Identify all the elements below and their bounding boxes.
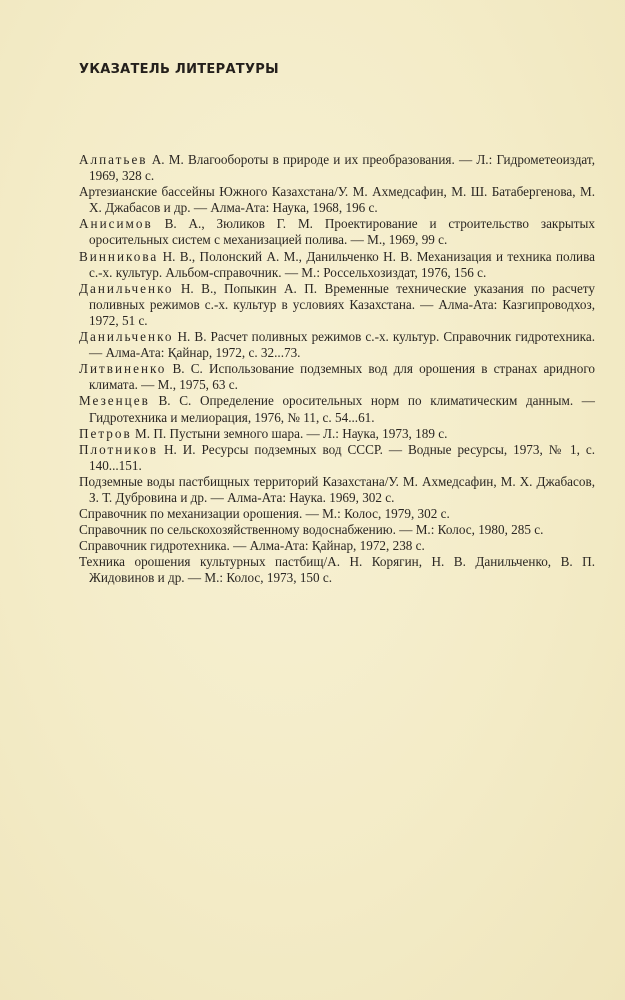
bibliography-entry	[79, 442, 595, 474]
entry-author: Данильченко	[79, 329, 174, 345]
entry-text: В. А., Зюликов Г. М. Проектирование и строительство закрытых оросительных систем с механизацией полива. — М., 1969, 99 с.	[89, 216, 595, 248]
section-heading: УКАЗАТЕЛЬ ЛИТЕРАТУРЫ	[79, 62, 279, 77]
entry-text: Н. В., Попыкин А. П. Временные технические указания по расчету поливных режимов с.-х. культур в условиях Казахстана. — Алма-Ата: Казгипроводхоз, 1972, 51 с.	[89, 280, 595, 328]
entry-author: Мезенцев	[79, 393, 150, 409]
entry-author: Плотников	[79, 441, 158, 457]
bibliography-entry	[79, 249, 595, 281]
entry-author: Данильченко	[79, 280, 174, 296]
entry-text: В. С. Использование подземных вод для орошения в странах аридного климата. — М., 1975, 63 с.	[89, 361, 595, 393]
entry-author: Винникова	[79, 248, 159, 264]
entry-author: Петров	[79, 425, 132, 441]
bibliography-entry	[79, 184, 595, 216]
bibliography-entry	[79, 281, 595, 329]
entry-text: Артезианские бассейны Южного Казахстана/У. М. Ахмедсафин, М. Ш. Батабергенова, М. Х. Джабасов и др. — Алма-Ата: Наука, 1968, 196 с.	[79, 184, 595, 216]
entry-text: А. М. Влагообороты в природе и их преобразования. — Л.: Гидрометеоиздат, 1969, 328 с.	[89, 152, 595, 184]
entry-author: Алпатьев	[79, 152, 148, 167]
entry-author: Анисимов	[79, 216, 153, 232]
bibliography-entry	[79, 506, 595, 522]
bibliography-entry	[79, 426, 595, 442]
bibliography-list	[79, 152, 595, 587]
entry-text: Подземные воды пастбищных территорий Казахстана/У. М. Ахмедсафин, М. Х. Джабасов, З. Т. Дубровина и др. — Алма-Ата: Наука. 1969, 302 с.	[79, 473, 595, 505]
bibliography-entry	[79, 538, 595, 554]
bibliography-entry	[79, 522, 595, 538]
entry-text: Н. В. Расчет поливных режимов с.-х. культур. Справочник гидротехника. — Алма-Ата: Қайнар, 1972, с. 32...73.	[89, 329, 595, 361]
entry-text: М. П. Пустыни земного шара. — Л.: Наука, 1973, 189 с.	[131, 425, 448, 441]
bibliography-entry	[79, 329, 595, 361]
bibliography-entry	[79, 474, 595, 506]
entry-author: Литвиненко	[79, 361, 167, 377]
entry-text: Техника орошения культурных пастбищ/А. Н. Корягин, Н. В. Данильченко, В. П. Жидовинов и др. — М.: Колос, 1973, 150 с.	[79, 554, 595, 586]
bibliography-entry	[79, 216, 595, 248]
entry-text: Н. И. Ресурсы подземных вод СССР. — Водные ресурсы, 1973, № 1, с. 140...151.	[89, 441, 595, 473]
entry-text: Справочник по сельскохозяйственному водоснабжению. — М.: Колос, 1980, 285 с.	[79, 522, 544, 538]
bibliography-entry	[79, 152, 595, 184]
entry-text: Справочник гидротехника. — Алма-Ата: Қайнар, 1972, 238 с.	[79, 538, 425, 554]
bibliography-entry	[79, 361, 595, 393]
entry-text: Н. В., Полонский А. М., Данильченко Н. В. Механизация и техника полива с.-х. культур. Альбом-справочник. — М.: Россельхозиздат, 1976, 156 с.	[89, 248, 595, 280]
bibliography-entry	[79, 393, 595, 425]
entry-text: Справочник по механизации орошения. — М.: Колос, 1979, 302 с.	[79, 506, 450, 522]
bibliography-entry	[79, 554, 595, 586]
entry-text: В. С. Определение оросительных норм по климатическим данным. — Гидротехника и мелиорация, 1976, № 11, с. 54...61.	[89, 393, 595, 425]
